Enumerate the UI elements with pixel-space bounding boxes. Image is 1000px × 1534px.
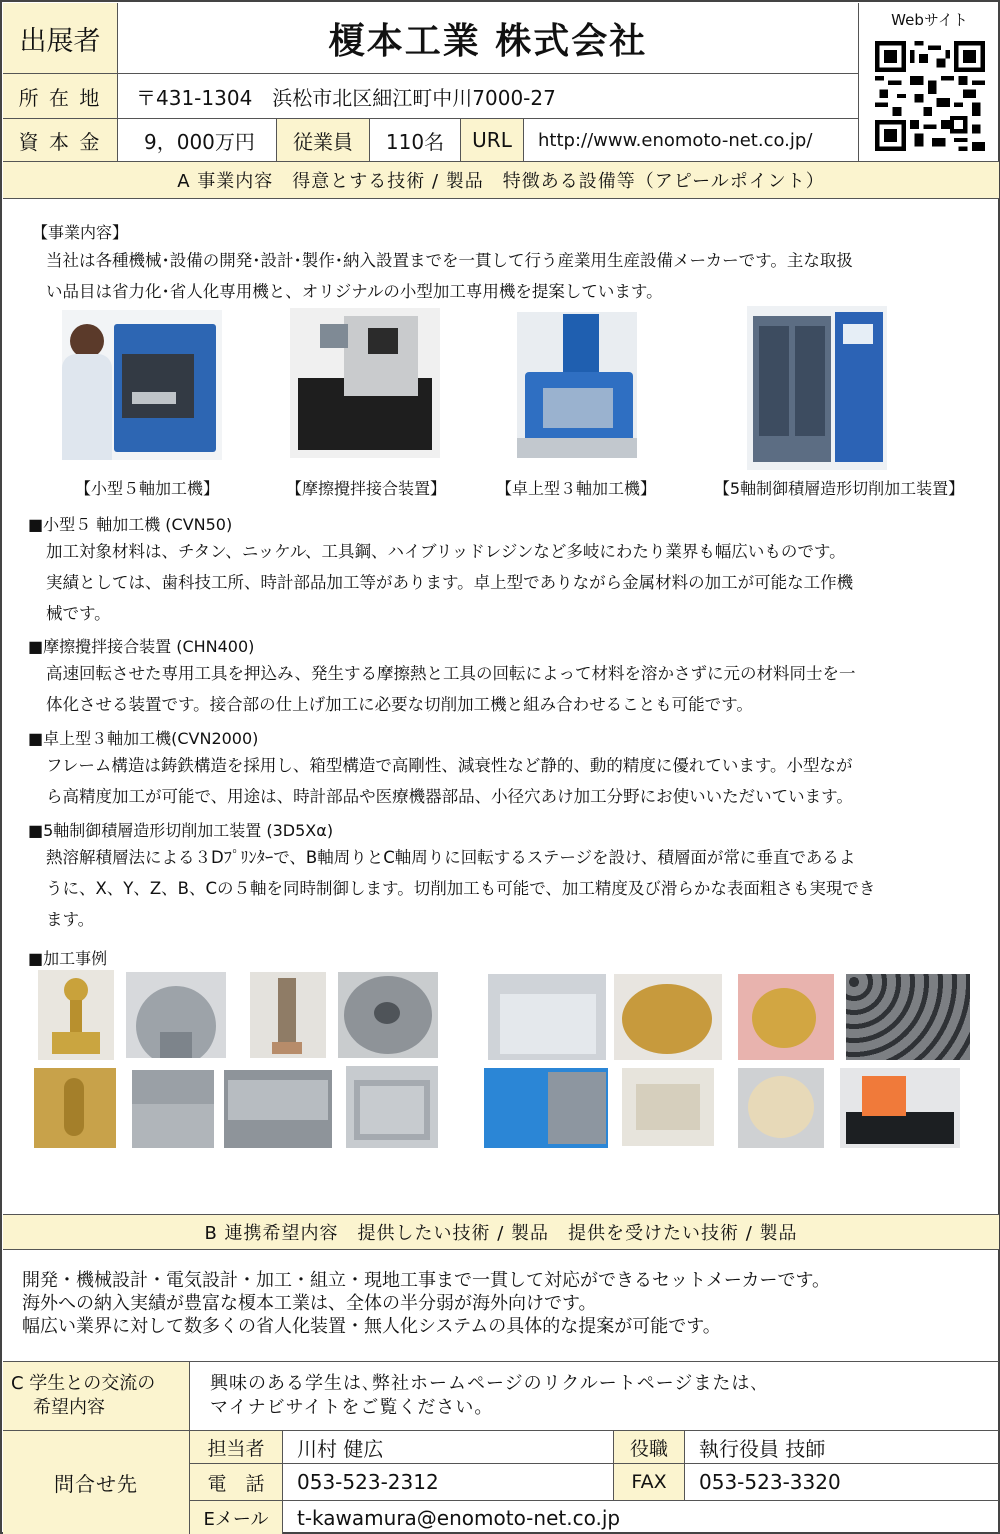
position-label: 役職: [614, 1431, 684, 1463]
example-photo: [338, 972, 438, 1058]
exhibitor-label: 出展者: [3, 3, 117, 73]
person-label: 担当者: [190, 1431, 282, 1463]
product-heading-cvn2000: ■卓上型３軸加工機(CVN2000): [28, 729, 259, 748]
section-b-body: 開発・機械設計・電気設計・加工・組立・現地工事まで一貫して対応ができるセットメーカーです。 海外への納入実績が豊富な榎本工業は、全体の半分弱が海外向けです。 幅広い業界に対して数多くの省人化装置・無人化システムの具体的な提案が可能です。: [22, 1270, 831, 1337]
example-photo: [250, 972, 326, 1058]
section-a-title: A 事業内容 得意とする技術 / 製品 特徴ある設備等（アピールポイント）: [3, 162, 999, 198]
email-link[interactable]: t-kawamura@enomoto-net.co.jp: [297, 1505, 621, 1530]
company-name: 榎本工業 株式会社: [328, 20, 648, 62]
product-text-cvn50: 加工対象材料は、チタン、ニッケル、工具鋼、ハイブリッドレジンなど多岐にわたり業界も幅広いものです。 実績としては、歯科技工所、時計部品加工等があります。卓上型でありながら金属材料の加工が可能な工作機 械です。: [46, 542, 854, 623]
fax-label: FAX: [614, 1464, 684, 1500]
fax-value: 053-523-3320: [699, 1470, 841, 1494]
employees-label: 従業員: [277, 119, 369, 161]
url-label: URL: [461, 119, 523, 161]
example-photo: [738, 974, 834, 1060]
example-photo: [488, 974, 606, 1060]
product-heading-3d5x: ■5軸制御積層造形切削加工装置 (3D5Xα): [28, 821, 334, 840]
section-c-label: C 学生との交流の 希望内容: [3, 1362, 189, 1430]
product-photo-3axis-machine: [517, 312, 637, 458]
url-link[interactable]: http://www.enomoto-net.co.jp/: [538, 129, 813, 151]
product-text-chn400: 高速回転させた専用工具を押込み、発生する摩擦熱と工具の回転によって材料を溶かさずに元の材料同士を一 体化させる装置です。接合部の仕上げ加工に必要な切削加工機と組み合わせることも可能です。: [46, 664, 856, 714]
example-photo: [622, 1068, 714, 1146]
caption-3axis-machine: 【卓上型３軸加工機】: [495, 479, 656, 498]
product-heading-chn400: ■摩擦攪拌接合装置 (CHN400): [28, 637, 255, 656]
product-text-3d5x: 熱溶解積層法による３Dﾌﾟﾘﾝﾀｰで、B軸周りとC軸周りに回転するステージを設け、積層面が常に垂直であるよ うに、X、Y、Z、B、Cの５軸を同時制御します。切削加工も可能で、加工精度及び滑らかな表面粗さも実現でき ます。: [46, 848, 876, 929]
website-qr-block: [859, 3, 1000, 161]
contact-label: 問合せ先: [3, 1431, 189, 1534]
example-photo: [132, 1070, 214, 1148]
caption-additive-machine: 【5軸制御積層造形切削加工装置】: [713, 479, 965, 498]
caption-5axis-machine: 【小型５軸加工機】: [74, 479, 219, 498]
capital-value: 9，000万円: [144, 129, 255, 154]
product-photo-5axis-machine: [62, 310, 222, 460]
product-text-cvn2000: フレーム構造は鋳鉄構造を採用し、箱型構造で高剛性、減衰性など静的、動的精度に優れています。小型なが ら高精度加工が可能で、用途は、時計部品や医療機器部品、小径穴あけ加工分野にお使いいただいています。: [46, 756, 853, 806]
position-value: 執行役員 技師: [699, 1436, 826, 1461]
examples-heading: ■加工事例: [28, 949, 108, 968]
example-photo: [126, 972, 226, 1058]
example-photo: [346, 1066, 438, 1148]
example-photo: [614, 974, 722, 1060]
caption-friction-stir-welder: 【摩擦攪拌接合装置】: [285, 479, 446, 498]
product-heading-cvn50: ■小型５ 軸加工機 (CVN50): [28, 515, 233, 534]
product-photo-additive-machine: [747, 306, 887, 470]
business-description: 当社は各種機械･設備の開発･設計･製作･納入設置までを一貫して行う産業用生産設備メーカーです。主な取扱 い品目は省力化･省人化専用機と、オリジナルの小型加工専用機を提案しています。: [46, 251, 853, 301]
employees-value: 110名: [385, 129, 445, 154]
business-heading: 【事業内容】: [32, 223, 129, 242]
product-photo-friction-stir-welder: [290, 308, 440, 458]
example-photo: [738, 1068, 824, 1148]
phone-label: 電 話: [190, 1464, 282, 1500]
example-photo: [484, 1068, 608, 1148]
person-value: 川村 健広: [297, 1436, 384, 1461]
example-photo: [34, 1068, 116, 1148]
section-c-body: 興味のある学生は､弊社ホームページのリクルートページまたは､ マイナビサイトをご覧ください｡: [210, 1373, 761, 1418]
address-label: 所 在 地: [3, 74, 117, 118]
website-label: Webサイト: [891, 11, 968, 29]
example-photo: [846, 974, 970, 1060]
example-photo: [224, 1070, 332, 1148]
phone-value[interactable]: 053-523-2312: [297, 1470, 439, 1494]
address-value: 〒431-1304 浜松市北区細江町中川7000-27: [136, 85, 556, 110]
email-label: Eメール: [190, 1501, 282, 1534]
example-photo: [840, 1068, 960, 1148]
example-photo: [38, 970, 114, 1060]
capital-label: 資 本 金: [3, 119, 117, 161]
qr-code-icon[interactable]: [875, 41, 985, 151]
section-b-title: B 連携希望内容 提供したい技術 / 製品 提供を受けたい技術 / 製品: [3, 1215, 999, 1249]
